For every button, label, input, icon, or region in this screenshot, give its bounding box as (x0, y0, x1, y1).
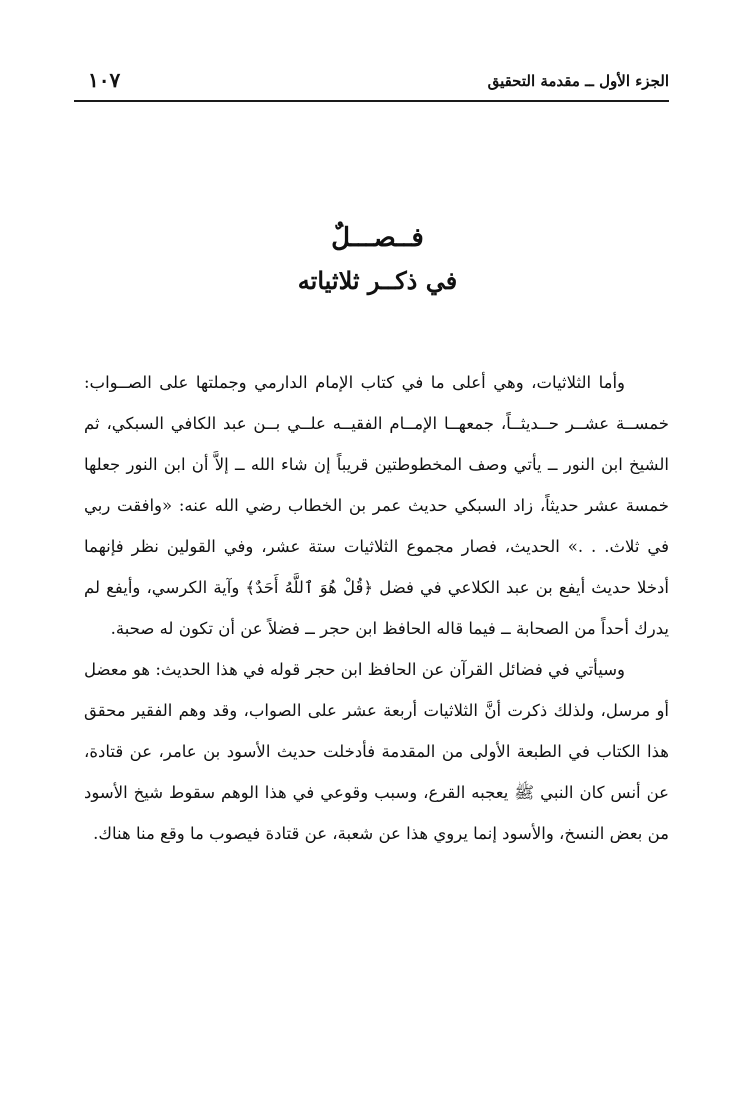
header-title: الجزء الأول ــ مقدمة التحقيق (487, 72, 669, 90)
paragraph: وسيأتي في فضائل القرآن عن الحافظ ابن حجر قوله في هذا الحديث: هو معضل أو مرسل، ولذلك ذكرت أنَّ الثلاثيات أربعة عشر على الصواب، وقد وهم الفقير محقق هذا الكتاب في الطبعة الأولى من المقدمة فأدخلت حديث الأسود بن عامر، عن قتادة، عن أنس كان النبي ﷺ يعجبه القرع، وسبب وقوعي في هذا الوهم سقوط شيخ الأسود من بعض النسخ، والأسود إنما يروي هذا عن شعبة، عن قتادة فيصوب ما وقع منا هناك. (84, 660, 669, 843)
section-subheading: في ذكــر ثلاثياته (297, 266, 458, 295)
section-heading: فــصـــلٌ (331, 223, 424, 253)
paragraph: وأما الثلاثيات، وهي أعلى ما في كتاب الإمام الدارمي وجملتها على الصــواب: خمســة عشــر حــديثــاً، جمعهــا الإمــام الفقيــه علــي بــن عبد الكافي السبكي، ثم الشيخ ابن النور ــ يأتي وصف المخطوطتين قريباً إن شاء الله ــ إلاَّ أن ابن النور جعلها خمسة عشر حديثاً، زاد السبكي حديث عمر بن الخطاب رضي الله عنه: «وافقت ربي في ثلاث. . .» الحديث، فصار مجموع الثلاثيات ستة عشر، وفي القولين نظر فإنهما أدخلا حديث أيفع بن عبد الكلاعي في فضل ﴿قُلْ هُوَ ٱللَّهُ أَحَدٌ﴾ وآية الكرسي، وأيفع لم يدرك أحداً من الصحابة ــ فيما قاله الحافظ ابن حجر ــ فضلاً عن أن تكون له صحبة. (84, 373, 669, 638)
running-header (74, 64, 669, 102)
body-text (84, 362, 669, 854)
page-number: ١٠٧ (88, 68, 121, 92)
